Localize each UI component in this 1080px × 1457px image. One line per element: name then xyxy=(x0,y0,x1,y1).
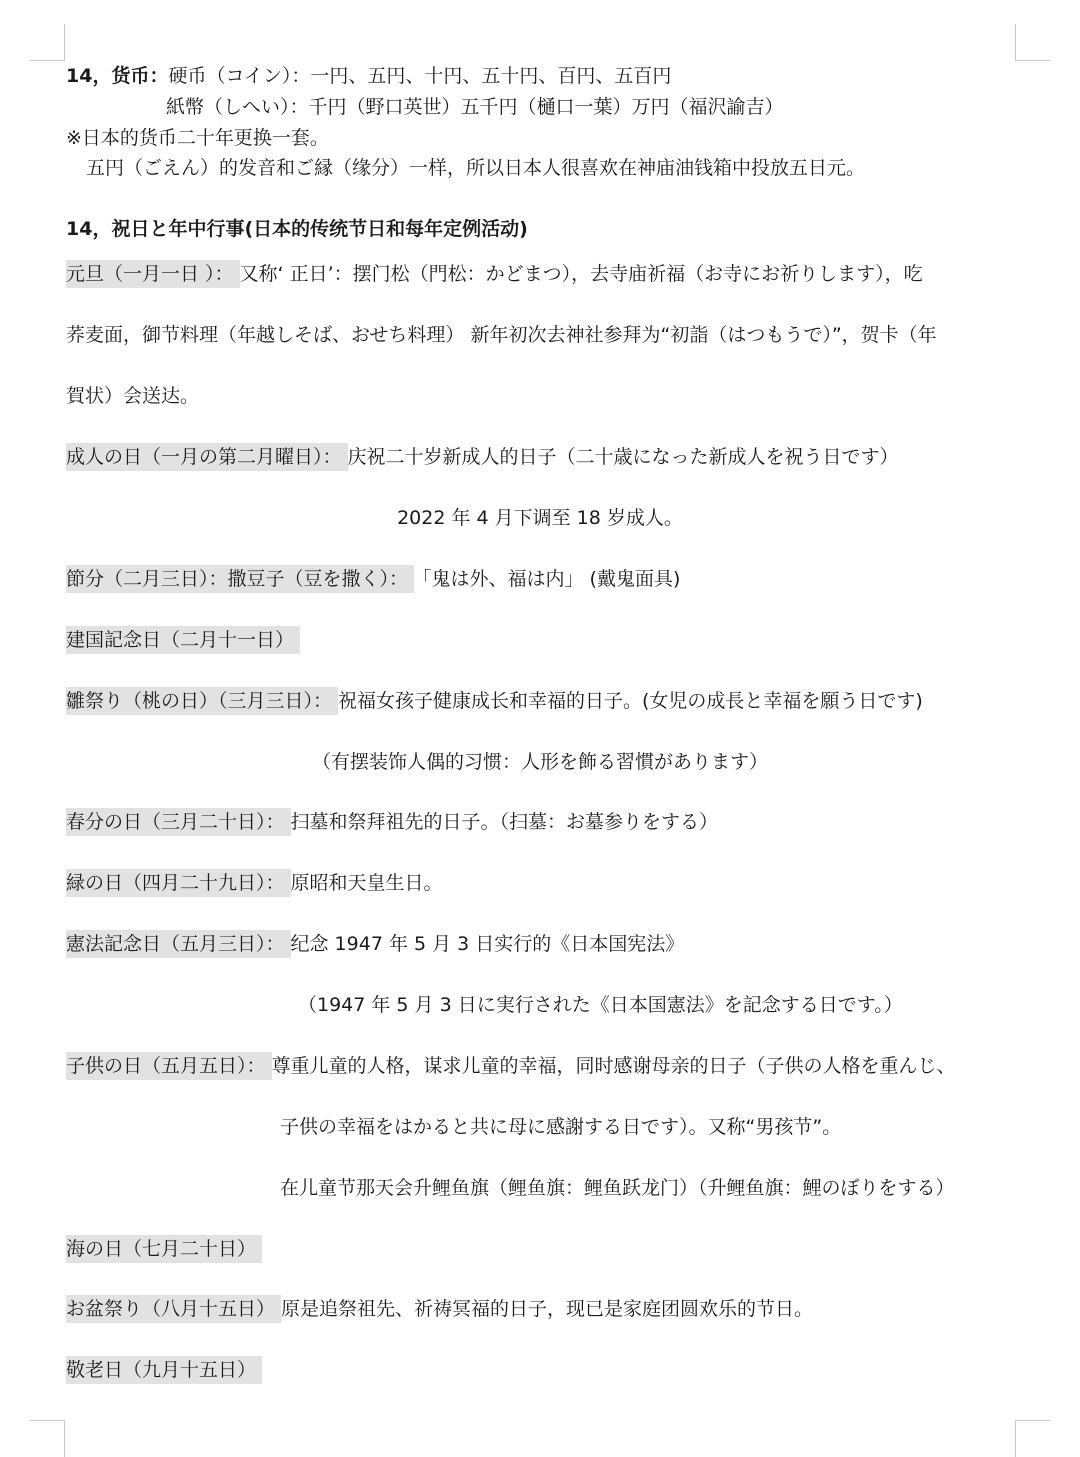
holiday-keiro xyxy=(66,1357,262,1383)
crop-mark xyxy=(30,60,65,61)
holiday-label: 成人の日（一月の第二月曜日）： xyxy=(66,443,348,471)
holiday-kenpo-note: （1947 年 5 月 3 日に実行された《日本国憲法》を記念する日です。） xyxy=(298,994,903,1016)
holiday-label: 緑の日（四月二十九日）： xyxy=(66,869,291,897)
holiday-text: 纪念 1947 年 5 月 3 日实行的《日本国宪法》 xyxy=(290,933,685,955)
holiday-shunbun xyxy=(66,809,718,835)
holiday-label: 節分（二月三日）：撒豆子（豆を撒く）： xyxy=(66,565,414,593)
holiday-text: 「鬼は外、福は内」 (戴鬼面具) xyxy=(422,568,681,590)
holiday-text: 扫墓和祭拜祖先的日子。（扫墓：お墓参りをする） xyxy=(290,811,719,833)
currency-note-1: ※日本的货币二十年更换一套。 xyxy=(66,127,329,149)
holiday-ganjitsu xyxy=(66,261,923,287)
holiday-label: 建国記念日（二月十一日） xyxy=(66,626,300,654)
holiday-text: 庆祝二十岁新成人的日子（二十歳になった新成人を祝う日です） xyxy=(347,446,899,468)
holiday-setsubun xyxy=(66,566,680,592)
currency-coins: 硬币（コイン）：一円、五円、十円、五十円、百円、五百円 xyxy=(168,65,672,87)
holiday-ganjitsu-line-2: 荞麦面，御节料理（年越しそば、おせち料理） 新年初次去神社参拜为“初詣（はつもうで）”，贺卡（年 xyxy=(66,324,937,346)
crop-mark xyxy=(64,1420,65,1457)
holiday-kodomo-line-3: 在儿童节那天会升鲤鱼旗（鲤鱼旗：鲤鱼跃龙门）（升鲤鱼旗：鯉のぼりをする） xyxy=(280,1177,955,1199)
holiday-seijin xyxy=(66,444,899,470)
crop-mark xyxy=(64,24,65,60)
holiday-text: 又称‘ 正日’：摆门松（門松：かどまつ），去寺庙祈福（お寺にお祈りします），吃 xyxy=(239,263,923,285)
holidays-heading: 14，祝日と年中行事(日本的传统节日和每年定例活动) xyxy=(66,218,528,240)
holiday-kodomo xyxy=(66,1053,956,1079)
holiday-label: 子供の日（五月五日）： xyxy=(66,1052,272,1080)
holiday-label: 元旦（一月一日 ）： xyxy=(66,260,240,288)
holiday-label: 雛祭り（桃の日）（三月三日）： xyxy=(66,687,338,715)
holiday-umi xyxy=(66,1236,262,1262)
crop-mark xyxy=(1015,1420,1050,1421)
holiday-kodomo-line-2: 子供の幸福をはかると共に母に感謝する日です）。又称“男孩节”。 xyxy=(280,1116,842,1138)
holiday-seijin-note: 2022 年 4 月下调至 18 岁成人。 xyxy=(397,507,683,529)
crop-mark xyxy=(1015,60,1050,61)
currency-bills: 紙幣（しへい）：千円（野口英世）五千円（樋口一葉）万円（福沢諭吉） xyxy=(166,96,784,118)
crop-mark xyxy=(30,1420,65,1421)
crop-mark xyxy=(1015,1420,1016,1457)
holiday-label: 憲法記念日（五月三日）： xyxy=(66,930,291,958)
holiday-kenkoku xyxy=(66,627,300,653)
holiday-hinamatsuri-note: （有摆装饰人偶的习惯：人形を飾る習慣があります） xyxy=(311,751,768,773)
holiday-text: 原是追祭祖先、祈祷冥福的日子，现已是家庭团圆欢乐的节日。 xyxy=(281,1298,814,1320)
holiday-midori xyxy=(66,870,443,896)
holiday-label: 海の日（七月二十日） xyxy=(66,1235,262,1263)
holiday-obon xyxy=(66,1296,813,1322)
holiday-text: 尊重儿童的人格，谋求儿童的幸福，同时感谢母亲的日子（子供の人格を重んじ、 xyxy=(271,1055,956,1077)
currency-note-2: 五円（ごえん）的发音和ご縁（缘分）一样，所以日本人很喜欢在神庙油钱箱中投放五日元。 xyxy=(86,157,866,179)
holiday-label: 敬老日（九月十五日） xyxy=(66,1356,262,1384)
currency-heading: 14，货币： xyxy=(66,65,169,87)
holiday-label: お盆祭り（八月十五日） xyxy=(66,1295,281,1323)
currency-line-coins xyxy=(66,63,671,89)
holiday-hinamatsuri xyxy=(66,688,923,714)
holiday-text: 原昭和天皇生日。 xyxy=(290,872,443,894)
crop-mark xyxy=(1015,24,1016,60)
holiday-label: 春分の日（三月二十日）： xyxy=(66,808,291,836)
holiday-ganjitsu-line-3: 賀状）会送达。 xyxy=(66,385,200,407)
holiday-text: 祝福女孩子健康成长和幸福的日子。(女児の成長と幸福を願う日です) xyxy=(338,690,923,712)
holiday-kenpo xyxy=(66,931,684,957)
